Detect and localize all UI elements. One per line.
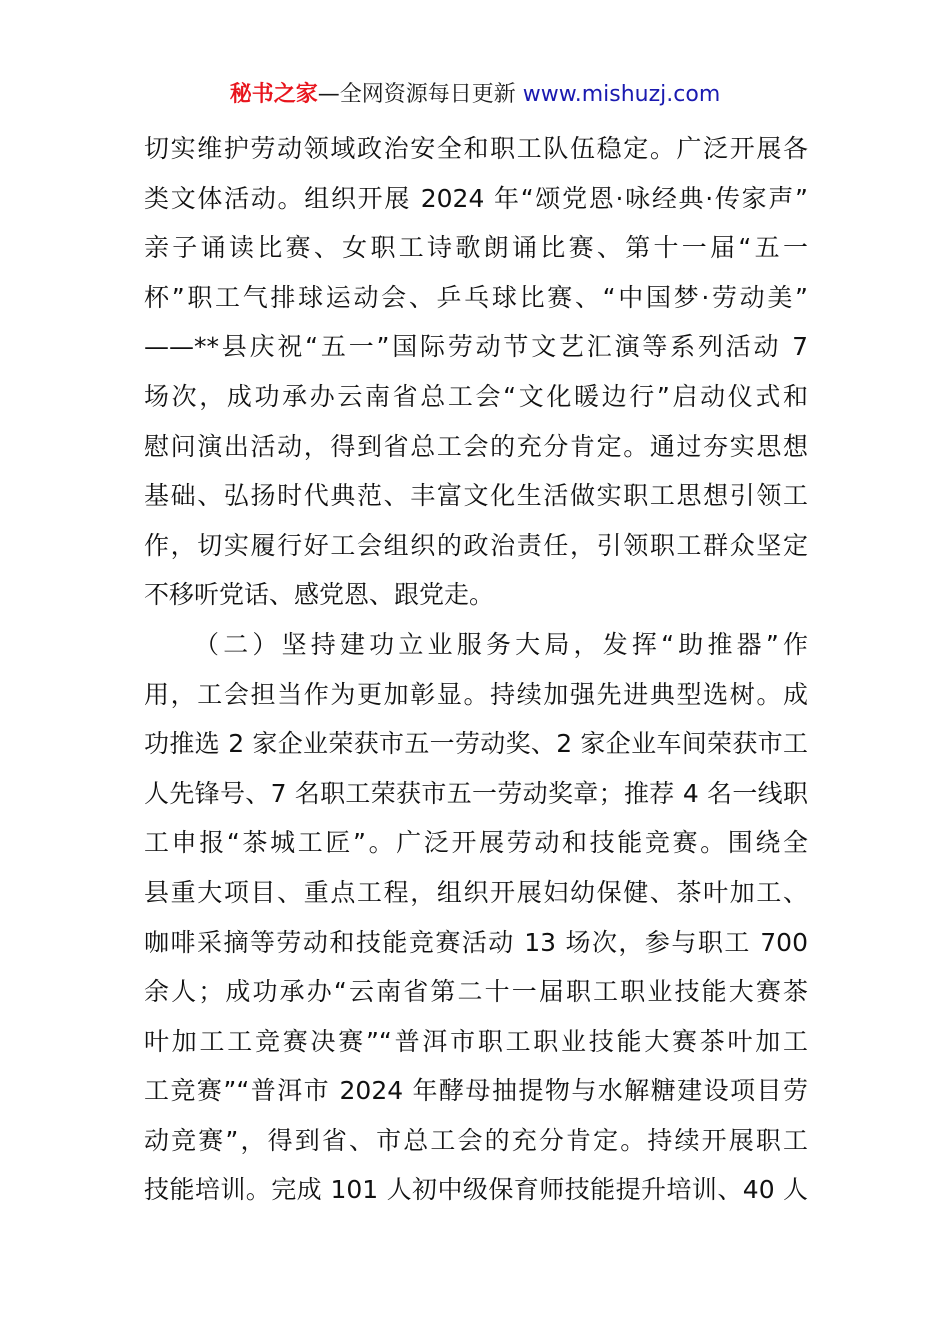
text-line: ——**县庆祝“五一”国际劳动节文艺汇演等系列活动 7 <box>144 332 808 362</box>
text-line: 动竞赛”，得到省、市总工会的充分肯定。持续开展职工 <box>144 1125 808 1155</box>
text-line: 工竞赛”“普洱市 2024 年酵母抽提物与水解糖建设项目劳 <box>144 1076 808 1106</box>
text-line: 杯”职工气排球运动会、乒乓球比赛、“中国梦·劳动美” <box>144 282 808 312</box>
text-line: 切实维护劳动领域政治安全和职工队伍稳定。广泛开展各 <box>144 134 808 163</box>
text-line: 咖啡采摘等劳动和技能竞赛活动 13 场次，参与职工 700 <box>144 927 808 957</box>
text-line: 作，切实履行好工会组织的政治责任，引领职工群众坚定 <box>144 530 808 560</box>
header-tagline: —全网资源每日更新 <box>317 82 523 107</box>
text-line: 基础、弘扬时代典范、丰富文化生活做实职工思想引领工 <box>144 481 808 511</box>
text-line: 亲子诵读比赛、女职工诗歌朗诵比赛、第十一届“五一 <box>144 233 808 263</box>
text-line: 不移听党话、感党恩、跟党走。 <box>144 580 495 610</box>
text-line: 场次，成功承办云南省总工会“文化暖边行”启动仪式和 <box>144 381 808 411</box>
text-line: 人先锋号、7 名职工荣获市五一劳动奖章；推荐 4 名一线职 <box>144 778 808 808</box>
text-line: 技能培训。完成 101 人初中级保育师技能提升培训、40 人 <box>144 1175 808 1205</box>
text-line: 功推选 2 家企业荣获市五一劳动奖、2 家企业车间荣获市工 <box>144 729 808 759</box>
text-line: 叶加工工竞赛决赛”“普洱市职工职业技能大赛茶叶加工 <box>144 1026 808 1056</box>
text-line: 用，工会担当作为更加彰显。持续加强先进典型选树。成 <box>144 679 808 709</box>
document-body <box>144 124 808 1215</box>
text-line: 余人；成功承办“云南省第二十一届职工职业技能大赛茶 <box>144 977 808 1007</box>
page-header <box>0 80 950 110</box>
text-line: 类文体活动。组织开展 2024 年“颂党恩·咏经典·传家声” <box>144 183 808 213</box>
text-line: 慰问演出活动，得到省总工会的充分肯定。通过夯实思想 <box>144 431 808 461</box>
brand-name: 秘书之家 <box>229 82 318 107</box>
text-line: 工申报“茶城工匠”。广泛开展劳动和技能竞赛。围绕全 <box>144 828 808 858</box>
site-url[interactable]: www.mishuzj.com <box>522 82 721 107</box>
text-line: 县重大项目、重点工程，组织开展妇幼保健、茶叶加工、 <box>144 877 808 907</box>
section-heading-line: （二）坚持建功立业服务大局，发挥“助推器”作 <box>194 629 808 659</box>
